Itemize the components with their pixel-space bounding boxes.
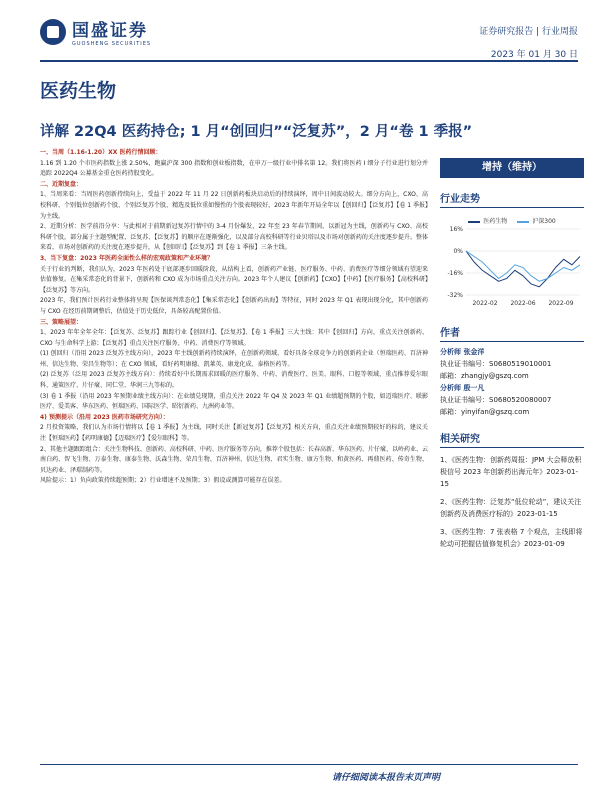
performance-chart	[440, 216, 584, 312]
footer-divider	[40, 764, 578, 765]
author-heading: 作者	[440, 324, 584, 342]
report-body	[40, 148, 428, 487]
y-tick-label: 16%	[449, 226, 463, 233]
body-paragraph: 2 月投资策略，我们认为市场行情将以【卷 1 季报】为主线，同时关注【新冠复苏】【泛复苏】相关方向，重点关注业绩预期较好的标的，建议关注【恒瑞医药】【药明康德】【迈瑞医疗】【爱尔眼科】等。	[40, 424, 428, 443]
author-entry	[440, 382, 584, 418]
author-entry	[440, 346, 584, 382]
x-tick-label: 2022-02	[472, 300, 498, 307]
section-heading: 一、当周（1.16-1.20）XX 医药行情回顾：	[40, 149, 162, 156]
section-heading: 二、近期复盘：	[40, 180, 83, 188]
report-type: 证券研究报告 | 行业周报	[479, 27, 578, 37]
body-paragraph: 1、2023 年年全年全年：【泛复苏、泛复苏】跟踪行业【创回归】、【泛复苏】、【卷 1 季报】三大主线：其中【创回归】方向，重点关注创新药、CXO 与生命科学上游；【泛复苏】重点关注医疗服务、中药、消费医疗等领域。	[40, 329, 428, 347]
author-name: 殷一凡	[463, 384, 485, 392]
sidebar	[440, 158, 584, 556]
industry-name: 医药生物	[40, 80, 117, 102]
section-heading: 三、策略展望：	[40, 318, 83, 326]
section-heading: 3、当下复盘：2023 年医药全面性么样的宏观政策和产业环境？	[40, 254, 213, 262]
logo-icon	[40, 19, 66, 45]
author-cert: 执业证书编号：S0680519010001	[440, 360, 552, 368]
body-paragraph: 2、近期分析：医学前沿分享：与此相对于前期新冠复苏行情中的 3-4 月份爆发，22 年至 23 年春节期间，以新冠为主线，创新药与 CXO、高校科研个股，部分属于主题型配置，泛复苏、【泛复苏】的顺序在逐渐强化，以及部分高校科研等行业贝塔以及市场对创新药的关注度逐步提升。整体来看，市场对创新药的关注度在逐步提升，从【创回归】【泛复苏】到【卷 1 季报】三条主线。	[40, 223, 428, 252]
author-role: 分析师	[440, 348, 464, 356]
author-cert: 执业证书编号：S0680520080007	[440, 396, 552, 404]
body-paragraph: (2) 泛复苏（泛用 2023 泛复苏主线方向）：持续看好中长期需求回暖的医疗服务、中药、消费医疗、医美、眼科、口腔等领域，重点推荐爱尔眼科、通策医疗、片仔癀、同仁堂、华润三九等标的。	[40, 371, 428, 390]
y-tick-label: -32%	[447, 292, 463, 299]
report-date: 2023 年 01 月 30 日	[490, 50, 578, 60]
performance-chart-svg	[440, 225, 584, 309]
x-tick-label: 2022-09	[548, 300, 574, 307]
related-list	[440, 454, 584, 550]
header-divider	[40, 60, 578, 62]
author-role: 分析师	[440, 384, 464, 392]
chart-legend	[440, 216, 584, 225]
body-paragraph: (1) 创回归（沿用 2023 泛复苏主线方向），2023 年主线创新药持续演绎，在创新药领域，看好具备全球竞争力的创新药企业（恒瑞医药、百济神州、信达生物、荣昌生物等）；在 CXO 领域，看好药明康德、凯莱英、康龙化成、泰格医药等。	[40, 350, 428, 368]
footer-disclaimer: 请仔细阅读本报告末页声明	[331, 773, 440, 783]
company-logo	[40, 16, 151, 47]
logo-name-en: GUOSHENG SECURITIES	[72, 41, 152, 47]
related-report-link[interactable]: 2、《医药生物：泛复苏“低位轮动”，建议关注创新药及消费医疗标的》2023-01-15	[440, 498, 582, 518]
related-heading: 相关研究	[440, 430, 584, 448]
body-paragraph: 风险提示：1）负向政策持续超预期；2）行业增速不及预期；3）假设或测算可能存在误差。	[40, 477, 286, 485]
series-line-csi300	[466, 251, 580, 281]
body-paragraph: 1.16 到 1.20 个市医药指数上涨 2.50%，跑赢沪深 300 指数和创业板指数，在申万一级行业中排名第 12。我们将医药 I 细分子行业进行划分并追踪 2022Q4 公募基金重仓医药持股变化。	[40, 159, 428, 178]
y-tick-label: -16%	[447, 270, 463, 277]
section-heading: 4) 预测提示（沿用 2023 医药市场研究方向）：	[40, 413, 169, 421]
logo-name-cn: 国盛证券	[72, 21, 148, 41]
body-paragraph: 2023 年，我们预计医药行业整体将呈现【医保谈判常态化】【集采常态化】【创新药出海】等特征，同时 2023 年 Q1 表现出现分化，其中创新药与 CXO 在经历前期调整后，估值处于历史低位，具备较高配置价值。	[40, 297, 428, 315]
body-paragraph: 2、其他主题跟踪组合：关注生物科技、创新药、高校科研、中药、医疗服务等方向，推荐个股包括：长春高新、华东医药、片仔癀、以岭药业、云南白药、智飞生物、万泰生物、康泰生物、沃森生物、荣昌生物、百济神州、信达生物、君实生物、康方生物、和黄医药、再鼎医药、传奇生物、贝达药业、泽璟制药等。	[40, 445, 428, 474]
series-line-pharma	[466, 251, 580, 287]
body-paragraph: (3) 卷 1 季报（沿用 2023 年预期业绩主线方向）：在业绩兑现期，重点关注 2022 年 Q4 及 2023 年 Q1 业绩超预期的个股，如迈瑞医疗、联影医疗、爱美客、华东医药、恒瑞医药、国际医学、昭衍新药、九洲药业等。	[40, 392, 428, 411]
author-name: 张金洋	[463, 348, 485, 356]
body-paragraph: 1、当周来看：当周医药创新持续向上，受益于 2022 年 11 月 22 日创新药板块启动后的持续演绎，周中日间波动较大。细分方向上，CXO、高校科研、个别低位创新药个股、个别泛复苏个股、精选及低位重如慢性的个股表现较好，2023 年新年开局全年以【创回归】【泛复苏】【卷 1 季报】为主线。	[40, 191, 428, 220]
related-report-link[interactable]: 1、《医药生物：创新药周报：JPM 大会释放积极信号 2023 年创新药出海元年》2023-01-15	[440, 456, 582, 488]
report-title: 详解 22Q4 医药持仓; 1 月“创回归”“泛复苏”，2 月“卷 1 季报”	[40, 124, 473, 140]
performance-heading: 行业走势	[440, 190, 584, 208]
legend-item-pharma: 医药生物	[468, 216, 507, 225]
y-tick-label: 0%	[453, 248, 463, 255]
footer	[0, 764, 600, 786]
legend-item-csi300: 沪深300	[517, 216, 555, 225]
author-list	[440, 346, 584, 418]
x-tick-label: 2022-06	[510, 300, 536, 307]
author-email[interactable]: 邮箱：zhangjy@gszq.com	[440, 372, 529, 380]
body-paragraph: 关于行业的判断，我们认为，2023 年医药处于底部逐步回暖阶段，从结构上看，创新药产业链、医疗服务、中药、消费医疗等细分领域有望迎来估值修复。在集采常态化的背景下，创新药和 CXO 成为市场重点关注方向。2023 年个人建议【创新药】【CXO】【中药】【医疗服务】【高校科研】【泛复苏】等方向。	[40, 265, 428, 294]
author-email[interactable]: 邮箱：yinyifan@gszq.com	[440, 408, 530, 416]
rating-badge: 增持（维持）	[440, 158, 584, 178]
report-header	[0, 0, 600, 58]
related-report-link[interactable]: 3、《医药生物：7 张表格 7 个观点，主线即将轮动可把握估值修复机会》2023-01-09	[440, 528, 583, 548]
